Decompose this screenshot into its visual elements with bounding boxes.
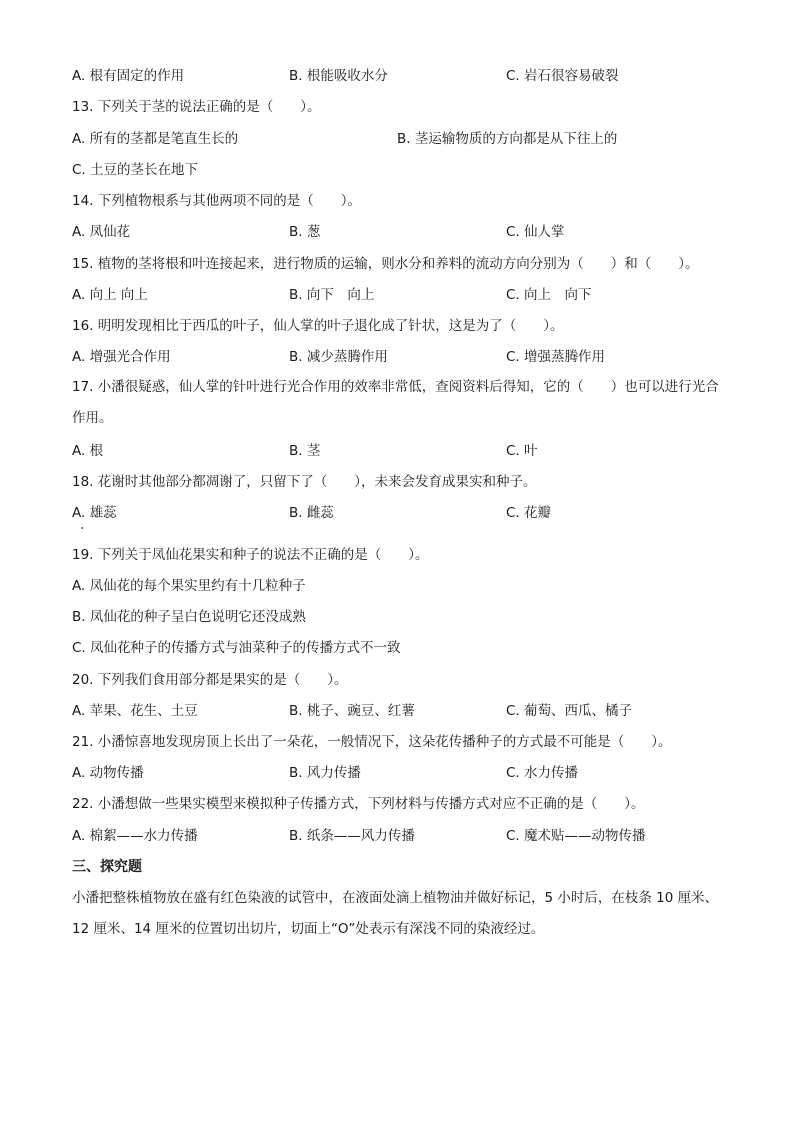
q16-option-b: B. 减少蒸腾作用 [289,349,388,365]
q22-option-a: A. 棉絮——水力传播 [72,828,198,844]
q15-option-c: C. 向上 向下 [506,287,592,303]
q14-option-c: C. 仙人掌 [506,224,565,240]
q16-stem: 16. 明明发现相比于西瓜的叶子，仙人掌的叶子退化成了针状，这是为了（ ）。 [72,318,564,334]
q16-option-c: C. 增强蒸腾作用 [506,349,606,365]
section-title: 三、探究题 [72,859,142,875]
q18-option-b: B. 雌蕊 [289,505,334,521]
q14-stem: 14. 下列植物根系与其他两项不同的是（ ）。 [72,193,362,209]
q20-option-a: A. 苹果、花生、土豆 [72,703,198,719]
q15-option-a: A. 向上 向上 [72,287,148,303]
stray-dot [81,527,83,529]
q21-option-a: A. 动物传播 [72,765,144,781]
q18-option-a: A. 雄蕊 [72,505,117,521]
q14-option-a: A. 凤仙花 [72,224,131,240]
q20-stem: 20. 下列我们食用部分都是果实的是（ ）。 [72,672,348,688]
q12-option-b: B. 根能吸收水分 [289,68,388,84]
q15-option-b: B. 向下 向上 [289,287,375,303]
q19-option-c: C. 凤仙花种子的传播方式与油菜种子的传播方式不一致 [72,640,401,656]
q17-stem: 17. 小潘很疑惑，仙人掌的针叶进行光合作用的效率非常低，查阅资料后得知，它的（ ）也可以进行光合作用。 [72,379,719,426]
q22-option-c: C. 魔术贴——动物传播 [506,828,646,844]
q18-stem: 18. 花谢时其他部分都凋谢了，只留下了（ ），未来会发育成果实和种子。 [72,474,537,490]
q12-option-c: C. 岩石很容易破裂 [506,68,619,84]
q17-option-b: B. 茎 [289,443,321,459]
section-paragraph: 小潘把整株植物放在盛有红色染液的试管中，在液面处滴上植物油并做好标记，5 小时后，在枝条 10 厘米、12 厘米、14 厘米的位置切出切片，切面上“O”处表示有深浅不同的染液经过。 [72,890,719,937]
q14-option-b: B. 葱 [289,224,321,240]
q13-option-b: B. 茎运输物质的方向都是从下往上的 [397,131,618,147]
q13-option-a: A. 所有的茎都是笔直生长的 [72,131,239,147]
q18-option-c: C. 花瓣 [506,505,552,521]
q21-option-b: B. 风力传播 [289,765,361,781]
q17-option-a: A. 根 [72,443,104,459]
q22-option-b: B. 纸条——风力传播 [289,828,415,844]
q20-option-b: B. 桃子、豌豆、红薯 [289,703,415,719]
q22-stem: 22. 小潘想做一些果实模型来模拟种子传播方式，下列材料与传播方式对应不正确的是（ ）。 [72,796,645,812]
q19-option-a: A. 凤仙花的每个果实里约有十几粒种子 [72,578,306,594]
q21-option-c: C. 水力传播 [506,765,579,781]
q19-option-b: B. 凤仙花的种子呈白色说明它还没成熟 [72,609,306,625]
q12-option-a: A. 根有固定的作用 [72,68,185,84]
q20-option-c: C. 葡萄、西瓜、橘子 [506,703,633,719]
q13-option-c: C. 土豆的茎长在地下 [72,162,199,178]
q19-stem: 19. 下列关于凤仙花果实和种子的说法不正确的是（ ）。 [72,547,429,563]
q21-stem: 21. 小潘惊喜地发现房顶上长出了一朵花，一般情况下，这朵花传播种子的方式最不可能是（ ）。 [72,734,672,750]
q13-stem: 13. 下列关于茎的说法正确的是（ ）。 [72,99,321,115]
q16-option-a: A. 增强光合作用 [72,349,171,365]
q17-option-c: C. 叶 [506,443,538,459]
q15-stem: 15. 植物的茎将根和叶连接起来，进行物质的运输，则水分和养料的流动方向分别为（ ）和（ ）。 [72,256,699,272]
